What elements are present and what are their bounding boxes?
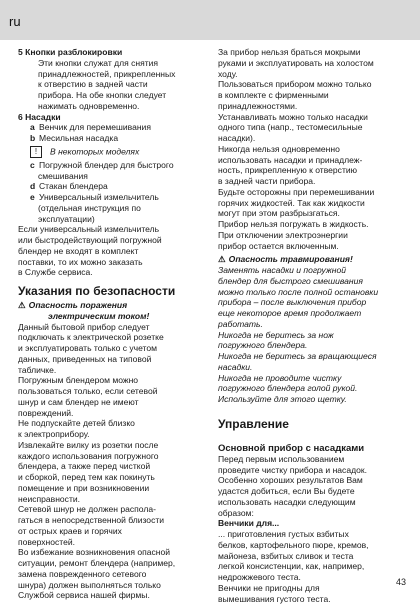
safety-heading: Указания по безопасности <box>18 284 204 298</box>
item-6d: d Стакан блендера <box>18 181 204 192</box>
text-line: ность, прикрепленную к отверстию <box>218 165 408 176</box>
text-line: погружного блендера. <box>218 340 408 351</box>
text-line: в задней части прибора. <box>218 176 408 187</box>
info-note-icon: ! <box>30 146 42 158</box>
item-5-title: 5 Кнопки разблокировки <box>18 47 204 58</box>
whisk-text <box>218 529 408 604</box>
text-line: повреждений. <box>18 408 204 419</box>
text-line: блендер не входят в комплект <box>18 246 204 257</box>
text-line: пользоваться только, если сетевой <box>18 386 204 397</box>
text-line: ситуации, ремонт блендера (например, <box>18 558 204 569</box>
danger-line: электрическим током! <box>18 311 204 322</box>
basic-device-heading: Основной прибор с насадками <box>218 443 408 454</box>
danger-line: Опасность поражения <box>29 300 127 310</box>
item-6d-text: Стакан блендера <box>39 181 108 191</box>
text-line: от острых краев и горячих <box>18 526 204 537</box>
text-line: работать. <box>218 319 408 330</box>
text-line: прибора. На обе кнопки следует <box>38 90 204 101</box>
text-line: к отверстию в задней части <box>38 79 204 90</box>
text-line: легкой консистенции, как, например, <box>218 561 408 572</box>
page-number: 43 <box>396 577 406 587</box>
text-line: данных, приведенных на типовой <box>18 354 204 365</box>
text-line: в Службе сервиса. <box>18 267 204 278</box>
text-line: погружного блендера голой рукой. <box>218 383 408 394</box>
injury-title-text: Опасность травмирования! <box>229 254 353 264</box>
whisk-title: Венчики для... <box>218 518 408 529</box>
basic-device-text <box>218 454 408 519</box>
text-line: прибора – после выключения прибор <box>218 297 408 308</box>
text-line: Никогда не беритесь за вращающиеся <box>218 351 408 362</box>
text-line: подключать к электрической розетке <box>18 332 204 343</box>
text-line: одного типа (напр., тестомесильные <box>218 122 408 133</box>
left-column <box>18 47 204 601</box>
text-line: Не подпускайте детей близко <box>18 418 204 429</box>
item-6-title: 6 Насадки <box>18 112 204 123</box>
text-line: принадлежностями. <box>218 101 408 112</box>
warning-triangle-icon: ⚠ <box>18 300 26 311</box>
text-line: использовать насадки следующим <box>218 497 408 508</box>
text-line: Если универсальный измельчитель <box>18 224 204 235</box>
text-line: табличке. <box>18 365 204 376</box>
text-line: Используйте для этого щетку. <box>218 394 408 405</box>
text-line: могут при этом разбрызгаться. <box>218 208 408 219</box>
text-line: еще некоторое время продолжает <box>218 308 408 319</box>
text-line: шнура) должен выполняться только <box>18 580 204 591</box>
text-line: и эксплуатировать только с учетом <box>18 343 204 354</box>
item-6b: b Месильная насадка <box>18 133 204 144</box>
text-line: При отключении электроэнергии <box>218 230 408 241</box>
text-line: гаться в непосредственной близости <box>18 515 204 526</box>
text-line: ... приготовления густых взбитых <box>218 529 408 540</box>
text-line: использовать насадки и принадлеж- <box>218 155 408 166</box>
item-6a-text: Венчик для перемешивания <box>39 122 151 132</box>
item-5-text <box>18 58 204 112</box>
text-line: Никогда не проводите чистку <box>218 373 408 384</box>
text-line: или быстродействующий погружной <box>18 235 204 246</box>
text-line: эксплуатации) <box>18 214 204 225</box>
text-line: каждого использования погружного <box>18 451 204 462</box>
control-heading: Управление <box>218 417 408 431</box>
text-line: блендер для быстрого смешивания <box>218 276 408 287</box>
text-line: блендера, а также перед чисткой <box>18 461 204 472</box>
text-line: белков, картофельного пюре, кремов, <box>218 540 408 551</box>
text-line: Данный бытовой прибор следует <box>18 322 204 333</box>
text-line: Никогда нельзя одновременно <box>218 144 408 155</box>
item-6e-text: Универсальный измельчитель <box>39 192 159 202</box>
text-line: помещение и при возникновении <box>18 483 204 494</box>
text-line: Во избежание возникновения опасной <box>18 547 204 558</box>
text-line: можно только после полной остановки <box>218 287 408 298</box>
text-line: шнур и сам блендер не имеют <box>18 397 204 408</box>
safety-body-continued <box>218 47 408 251</box>
text-line: поставки, то их можно заказать <box>18 257 204 268</box>
text-line: образом: <box>218 508 408 519</box>
text-line: неисправности. <box>18 494 204 505</box>
text-line: недрожжевого теста. <box>218 572 408 583</box>
text-line: (отдельная инструкция по <box>18 203 204 214</box>
item-6b-text: Месильная насадка <box>39 133 118 143</box>
text-line: Никогда не беритесь за нож <box>218 330 408 341</box>
injury-warnings <box>218 265 408 405</box>
accessory-order-note <box>18 224 204 278</box>
injury-danger-title <box>218 254 408 265</box>
text-line: Сетевой шнур не должен распола- <box>18 504 204 515</box>
text-line: Службой сервиса нашей фирмы. <box>18 590 204 601</box>
text-line: нажимать одновременно. <box>38 101 204 112</box>
text-line: и сборкой, перед тем как покинуть <box>18 472 204 483</box>
text-line: замена поврежденного сетевого <box>18 569 204 580</box>
right-column <box>218 47 408 604</box>
item-6c-text: Погружной блендер для быстрого <box>39 160 174 170</box>
text-line: Погружным блендером можно <box>18 375 204 386</box>
text-line: руками и эксплуатировать на холостом <box>218 58 408 69</box>
text-line: удастся добиться, если Вы будете <box>218 486 408 497</box>
warning-triangle-icon: ⚠ <box>218 254 226 265</box>
text-line: ходу. <box>218 69 408 80</box>
text-line: поверхностей. <box>18 537 204 548</box>
item-6e: e Универсальный измельчитель <box>18 192 204 203</box>
electric-danger-title <box>18 300 204 311</box>
text-line: вымешивания густого теста. <box>218 594 408 604</box>
model-note <box>18 146 204 158</box>
text-line: смешивания <box>18 171 204 182</box>
text-line: Эти кнопки служат для снятия <box>38 58 204 69</box>
text-line: Венчики не пригодны для <box>218 583 408 594</box>
text-line: Заменять насадки и погружной <box>218 265 408 276</box>
text-line: насадки). <box>218 133 408 144</box>
text-line: Будьте осторожны при перемешивании <box>218 187 408 198</box>
text-line: За прибор нельзя браться мокрыми <box>218 47 408 58</box>
text-line: Прибор нельзя погружать в жидкость. <box>218 219 408 230</box>
text-line: Особенно хороших результатов Вам <box>218 475 408 486</box>
text-line: прибор остается включенным. <box>218 241 408 252</box>
text-line: принадлежностей, прикрепленных <box>38 69 204 80</box>
text-line: к электроприбору. <box>18 429 204 440</box>
text-line: Пользоваться прибором можно только <box>218 79 408 90</box>
text-line: Перед первым использованием <box>218 454 408 465</box>
text-line: майонеза, взбитых сливок и теста <box>218 551 408 562</box>
text-line: насадки. <box>218 362 408 373</box>
model-note-text: В некоторых моделях <box>50 146 139 156</box>
text-line: проведите чистку прибора и насадок. <box>218 465 408 476</box>
text-line: горячих жидкостей. Так как жидкости <box>218 198 408 209</box>
language-code: ru <box>9 14 21 29</box>
language-header-bar <box>0 0 420 40</box>
safety-body <box>18 322 204 602</box>
text-line: в комплекте с фирменными <box>218 90 408 101</box>
text-line: Устанавливать можно только насадки <box>218 112 408 123</box>
item-6c: c Погружной блендер для быстрого <box>18 160 204 171</box>
item-6a: a Венчик для перемешивания <box>18 122 204 133</box>
text-line: Извлекайте вилку из розетки после <box>18 440 204 451</box>
